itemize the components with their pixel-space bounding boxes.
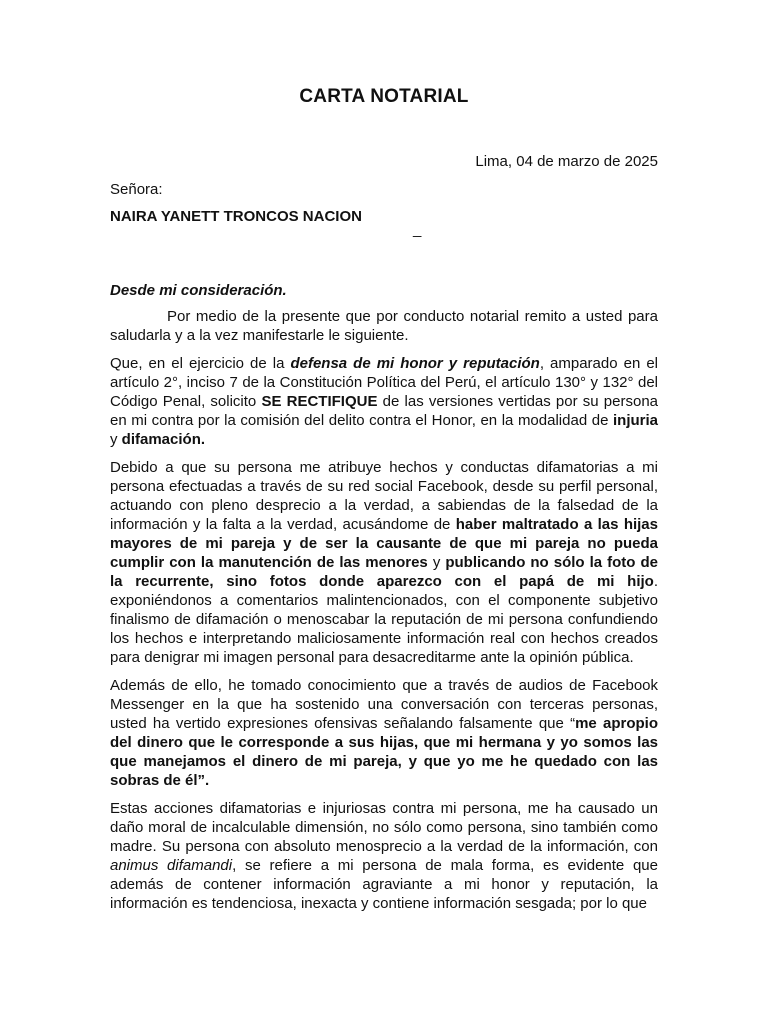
paragraph-2 <box>110 354 658 449</box>
p5-emphasis-animus: animus difamandi <box>110 857 233 874</box>
underscore-mark: _ <box>413 221 422 238</box>
p4-emphasis-quote: me apropio del dinero que le corresponde a sus hijas, que mi hermana y yo somos las que manejamos el dinero de mi pareja, y que yo me he quedado con las sobras de él”. <box>110 715 658 789</box>
letter-date: Lima, 04 de marzo de 2025 <box>475 153 658 170</box>
p3-emphasis-accusation: haber maltratado a las hijas mayores de mi pareja y de ser la causante de que mi pareja no pueda cumplir con la manutención de las menores <box>110 516 658 571</box>
p4-text: Además de ello, he tomado conocimiento que a través de audios de Facebook Messenger en la que ha sostenido una conversación con terceras personas, usted ha vertido expresiones ofensivas señalando falsamente que “ <box>110 677 658 732</box>
p2-text: de las versiones vertidas por su persona en mi contra por la comisión del delito contra el Honor, en la modalidad de <box>110 393 659 429</box>
p2-emphasis-injuria: injuria <box>612 412 658 429</box>
p2-emphasis-rectifique: SE RECTIFIQUE <box>261 393 378 410</box>
paragraph-3 <box>110 458 658 667</box>
p3-emphasis-photos: publicando no sólo la foto de la recurrente, sino fotos donde aparezco con el papá de mi hijo <box>110 554 659 590</box>
paragraph-1: Por medio de la presente que por conducto notarial remito a usted para saludarla y a la vez manifestarle le siguiente. <box>110 308 658 344</box>
p2-text: y <box>110 431 122 448</box>
greeting: Desde mi consideración. <box>110 282 287 299</box>
p3-text: y <box>427 554 446 571</box>
p2-text: Que, en el ejercicio de la <box>110 355 291 372</box>
salutation: Señora: <box>110 181 163 198</box>
p2-text: , amparado en el artículo 2°, inciso 7 de la Constitución Política del Perú, el artículo 130° y 132° del Código Penal, solicito <box>110 355 658 410</box>
p2-emphasis-difamacion: difamación. <box>121 431 206 448</box>
p5-text: , se refiere a mi persona de mala forma, es evidente que además de contener información agraviante a mi honor y reputación, la información es tendenciosa, inexacta y contiene información sesgada; por lo que <box>110 857 658 912</box>
letter-body <box>110 307 658 922</box>
p2-emphasis-honor: defensa de mi honor y reputación <box>290 355 540 372</box>
paragraph-4 <box>110 676 658 790</box>
paragraph-5 <box>110 799 658 913</box>
p5-text: Estas acciones difamatorias e injuriosas contra mi persona, me ha causado un daño moral de incalculable dimensión, no sólo como persona, sino también como madre. Su persona con absoluto menosprecio a la verdad de la información, con <box>110 800 658 855</box>
p3-text: . exponiéndonos a comentarios malintencionados, con el componente subjetivo finalismo de difamación o menoscabar la reputación de mi persona confundiendo los hechos e interpretando maliciosamente información real con hechos creados para denigrar mi imagen personal para desacreditarme ante la opinión pública. <box>110 573 658 666</box>
p3-text: Debido a que su persona me atribuye hechos y conductas difamatorias a mi persona efectuadas a través de su red social Facebook, desde su perfil personal, actuando con pleno desprecio a la verdad, a sabiendas de la falsedad de la información y la falta a la verdad, acusándome de <box>110 459 658 533</box>
recipient-name: NAIRA YANETT TRONCOS NACION <box>110 208 362 225</box>
letter-page <box>110 0 658 1024</box>
document-title: CARTA NOTARIAL <box>299 86 469 107</box>
